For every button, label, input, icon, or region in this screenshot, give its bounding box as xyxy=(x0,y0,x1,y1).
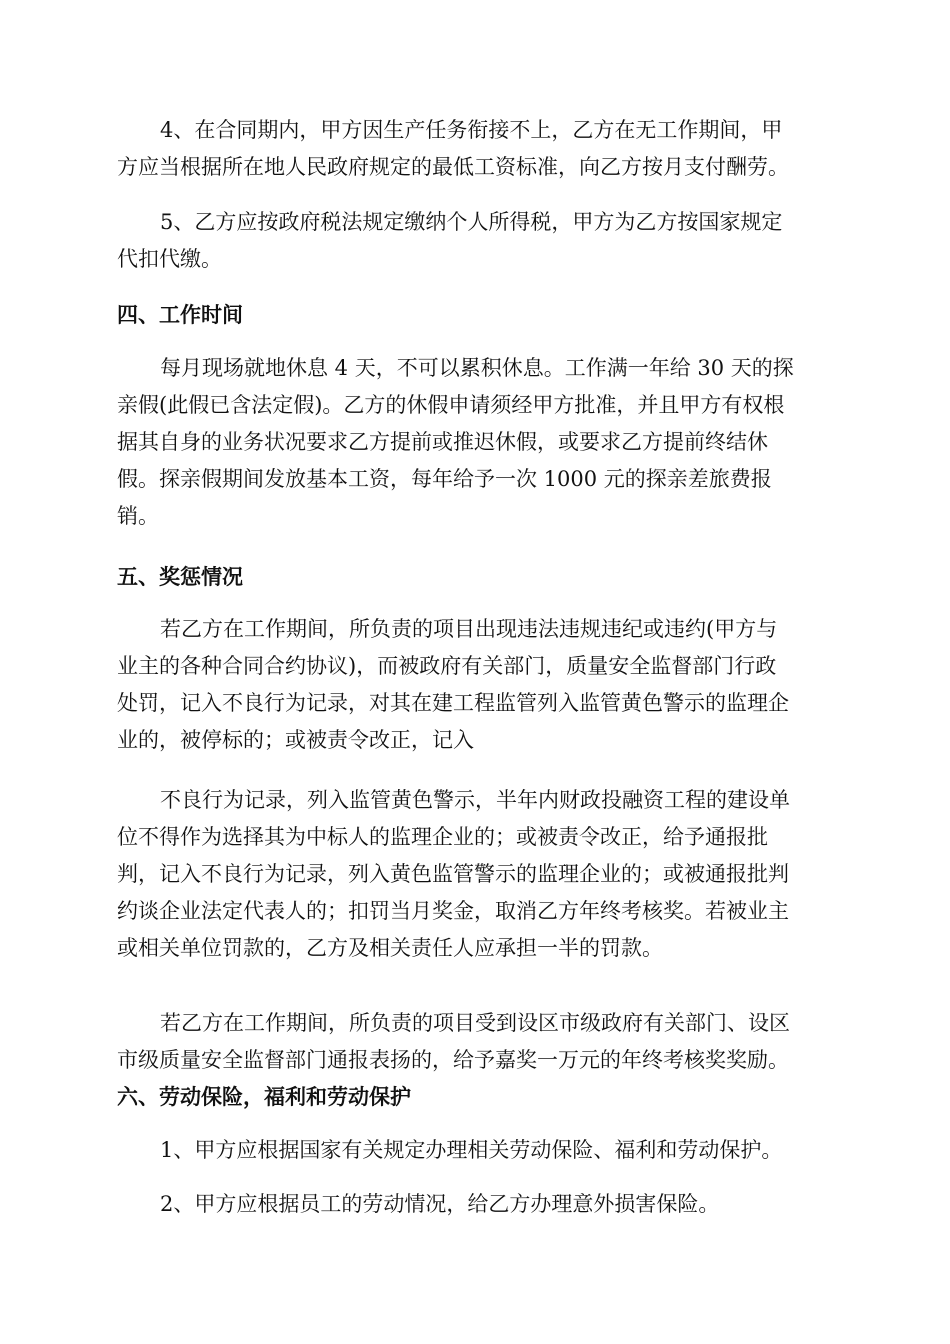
text-line: 位不得作为选择其为中标人的监理企业的；或被责令改正，给予通报批 xyxy=(117,825,768,849)
paragraph-reward xyxy=(117,1005,835,1079)
text-line: 1、甲方应根据国家有关规定办理相关劳动保险、福利和劳动保护。 xyxy=(160,1138,783,1162)
section-heading-rewards-penalties: 五、奖惩情况 xyxy=(117,565,243,589)
text-line: 约谈企业法定代表人的；扣罚当月奖金，取消乙方年终考核奖。若被业主 xyxy=(117,899,789,923)
text-line: 市级质量安全监督部门通报表扬的，给予嘉奖一万元的年终考核奖奖励。 xyxy=(117,1048,789,1072)
text-line: 亲假(此假已含法定假)。乙方的休假申请须经甲方批准，并且甲方有权根 xyxy=(117,393,785,417)
text-line: 据其自身的业务状况要求乙方提前或推迟休假，或要求乙方提前终结休 xyxy=(117,430,768,454)
text-line: 方应当根据所在地人民政府规定的最低工资标准，向乙方按月支付酬劳。 xyxy=(117,155,789,179)
text-line: 不良行为记录，列入监管黄色警示，半年内财政投融资工程的建设单 xyxy=(160,788,790,812)
text-line: 销。 xyxy=(117,504,159,528)
text-line: 判，记入不良行为记录，列入黄色监管警示的监理企业的；或被通报批判 xyxy=(117,862,789,886)
text-line: 处罚，记入不良行为记录，对其在建工程监管列入监管黄色警示的监理企 xyxy=(117,691,789,715)
text-line: 代扣代缴。 xyxy=(117,247,222,271)
text-line: 5、乙方应按政府税法规定缴纳个人所得税，甲方为乙方按国家规定 xyxy=(160,210,783,234)
text-line: 每月现场就地休息 4 天，不可以累积休息。工作满一年给 30 天的探 xyxy=(160,356,794,380)
paragraph-work-time xyxy=(117,350,835,535)
text-line: 若乙方在工作期间，所负责的项目出现违法违规违纪或违约(甲方与 xyxy=(160,617,778,641)
section-heading-work-time: 四、工作时间 xyxy=(117,303,243,327)
paragraph-insurance-1 xyxy=(117,1132,835,1169)
text-line: 2、甲方应根据员工的劳动情况，给乙方办理意外损害保险。 xyxy=(160,1192,720,1216)
text-line: 4、在合同期内，甲方因生产任务衔接不上，乙方在无工作期间，甲 xyxy=(160,118,783,142)
text-line: 业的，被停标的；或被责令改正，记入 xyxy=(117,728,474,752)
text-line: 若乙方在工作期间，所负责的项目受到设区市级政府有关部门、设区 xyxy=(160,1011,790,1035)
text-line: 业主的各种合同合约协议)，而被政府有关部门，质量安全监督部门行政 xyxy=(117,654,777,678)
text-line: 或相关单位罚款的，乙方及相关责任人应承担一半的罚款。 xyxy=(117,936,663,960)
paragraph-insurance-2 xyxy=(117,1186,835,1223)
paragraph-penalty-2 xyxy=(117,782,835,967)
paragraph-wage-4 xyxy=(117,112,835,186)
text-line: 假。探亲假期间发放基本工资，每年给予一次 1000 元的探亲差旅费报 xyxy=(117,467,772,491)
paragraph-wage-5 xyxy=(117,204,835,278)
section-heading-insurance-welfare: 六、劳动保险，福利和劳动保护 xyxy=(117,1085,411,1109)
paragraph-penalty-1 xyxy=(117,611,835,759)
